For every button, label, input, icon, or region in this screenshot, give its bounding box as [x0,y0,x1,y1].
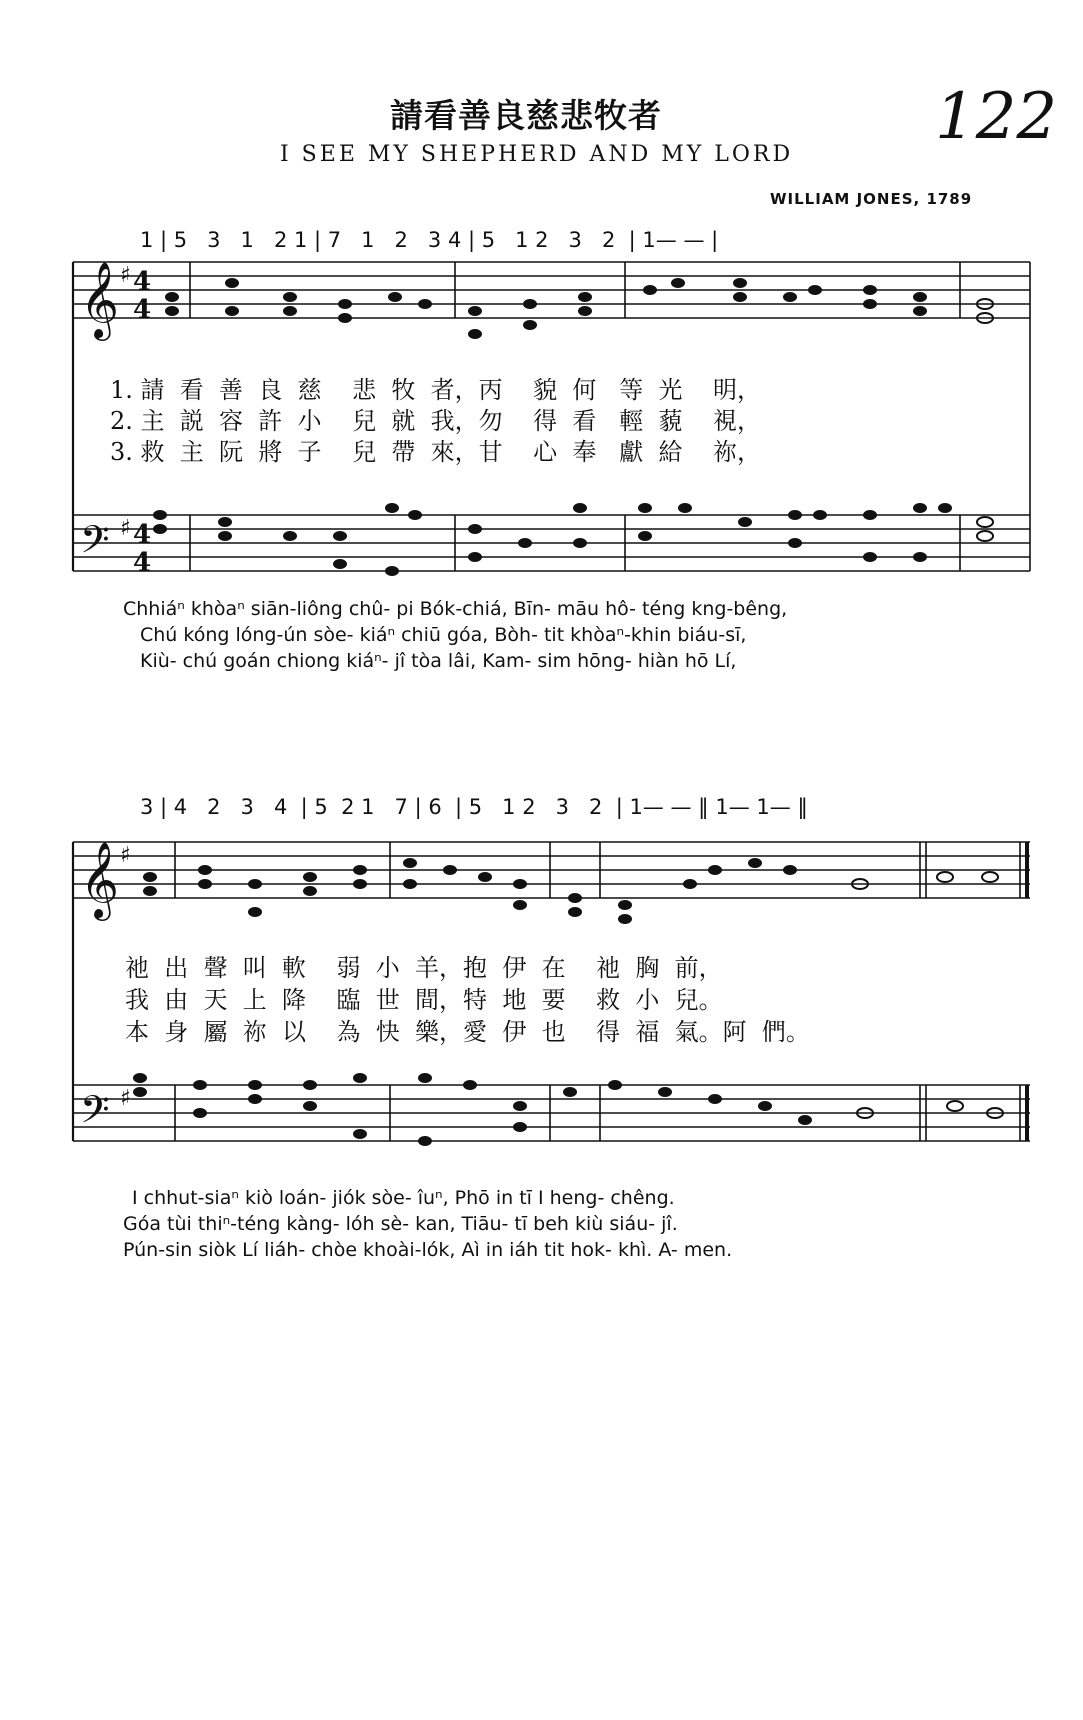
time-signature-top: 4 [133,267,152,297]
verse-3-chinese-lyrics: 3. 救 主 阮 將 子 兒 帶 來，甘 心 奉 獻 給 祢， [110,438,762,466]
key-signature-sharp-icon: ♯ [120,1086,131,1111]
numbered-notation-line-1: 1 | 5 3 1 2 1 | 7 1 2 3 4 | 5 1 2 3 2 | 1— — | [140,228,719,252]
treble-staff-1 [73,262,1030,318]
hymn-title-chinese: 請看善良慈悲牧者 [390,96,662,135]
treble-staff-2 [73,842,1030,898]
composer-credit: WILLIAM JONES, 1789 [770,190,973,208]
verse-2-romanized-lyrics: Chú kóng lóng-ún sòe- kiáⁿ chiū góa, Bòh- tit khòaⁿ-khin biáu-sī, [140,624,747,646]
bass-clef-icon: 𝄢 [80,1087,110,1141]
verse-1-chinese-lyrics: 1. 請 看 善 良 慈 悲 牧 者，丙 貌 何 等 光 明， [110,376,762,404]
hymn-title-english: I SEE MY SHEPHERD AND MY LORD [280,142,794,167]
verse-3-romanized-lyrics: Kiù- chú goán chiong kiáⁿ- jî tòa lâi, Kam- sim hōng- hiàn hō Lí, [140,650,737,672]
key-signature-sharp-icon: ♯ [120,516,131,541]
time-signature-bottom: 4 [133,548,152,578]
verse-3-chinese-lyrics-part-2: 本 身 屬 祢 以 為 快 樂，愛 伊 也 得 福 氣。阿 們。 [125,1018,810,1046]
bass-staff-2 [73,1085,1030,1141]
verse-1-romanized-lyrics: Chhiáⁿ khòaⁿ siān-liông chû- pi Bók-chiá, Bīn- māu hô- téng kng-bêng, [123,598,788,620]
numbered-notation-line-2: 3 | 4 2 3 4 | 5 2 1 7 | 6 | 5 1 2 3 2 | 1— — ‖ 1— 1— ‖ [140,795,808,819]
bass-staff-1 [73,515,1030,571]
time-signature-top: 4 [133,520,152,550]
bass-clef-icon: 𝄢 [80,517,110,571]
verse-3-romanized-lyrics-part-2: Pún-sin siòk Lí liáh- chòe khoài-lók, Aì in iáh tit hok- khì. A- men. [123,1239,733,1261]
key-signature-sharp-icon: ♯ [120,263,131,288]
treble-clef-icon: 𝄞 [80,841,120,918]
verse-1-romanized-lyrics-part-2: I chhut-siaⁿ kiò loán- jiók sòe- îuⁿ, Phō in tī I heng- chêng. [132,1187,675,1209]
time-signature-bottom: 4 [133,295,152,325]
hymn-number: 122 [935,80,1058,154]
treble-clef-icon: 𝄞 [80,261,120,338]
verse-1-chinese-lyrics-part-2: 祂 出 聲 叫 軟 弱 小 羊，抱 伊 在 祂 胸 前， [125,954,723,982]
verse-2-romanized-lyrics-part-2: Góa tùi thiⁿ-téng kàng- lóh sè- kan, Tiāu- tī beh kiù siáu- jî. [123,1213,678,1235]
key-signature-sharp-icon: ♯ [120,843,131,868]
verse-2-chinese-lyrics: 2. 主 説 容 許 小 兒 就 我，勿 得 看 輕 藐 視， [110,407,762,435]
verse-2-chinese-lyrics-part-2: 我 由 天 上 降 臨 世 間，特 地 要 救 小 兒。 [125,986,723,1014]
